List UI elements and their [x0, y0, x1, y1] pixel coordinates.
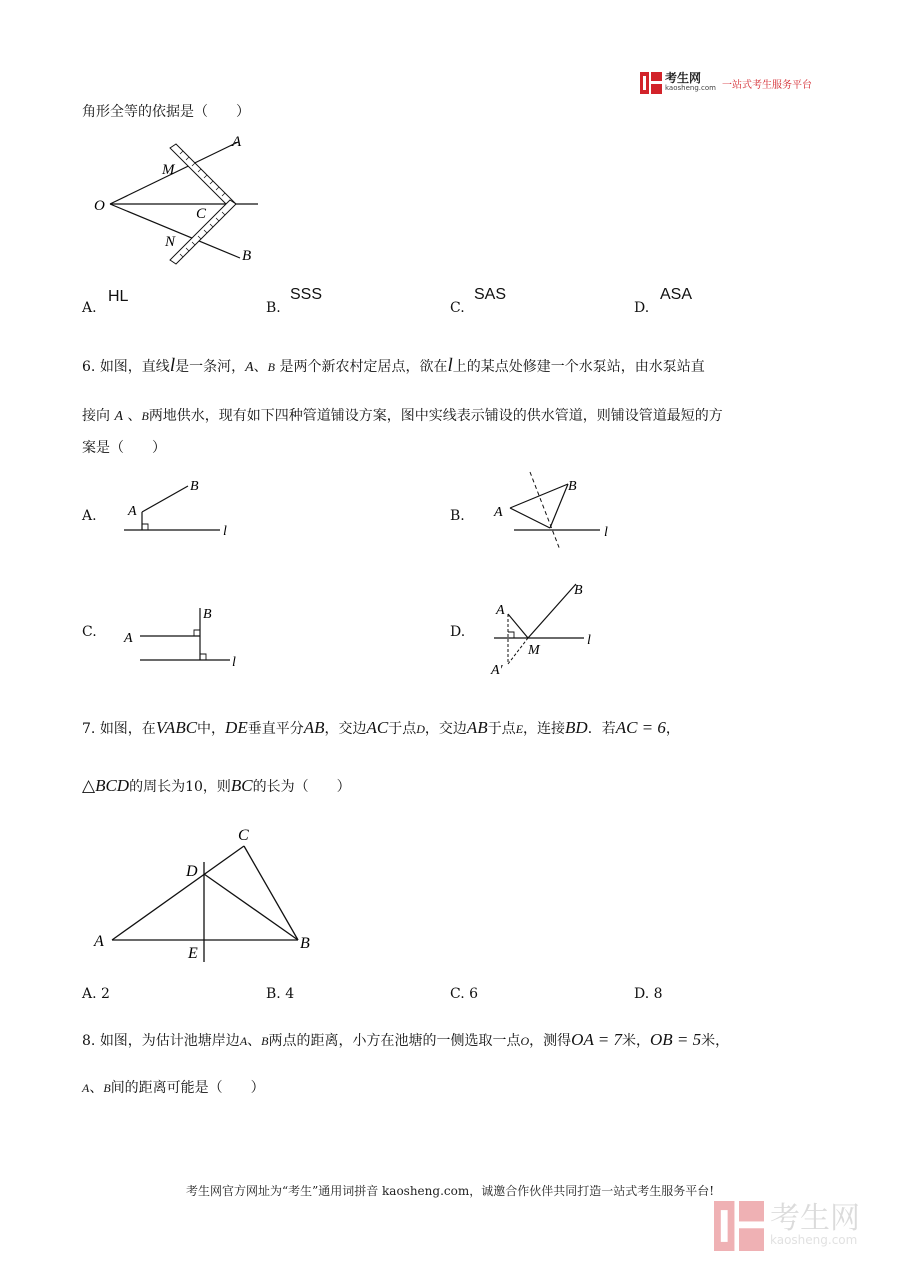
q7-label-A: A [94, 933, 104, 950]
q7-stem-line1 [82, 718, 680, 739]
text: 、 [123, 408, 142, 424]
math: BD [565, 718, 588, 737]
math: O [520, 1034, 530, 1048]
kaosheng-logo-icon [640, 72, 662, 94]
q8-stem-line2 [82, 1078, 265, 1098]
q6-option-b-letter[interactable]: B. [450, 508, 465, 524]
q5-stem-tail: 角形全等的依据是（ ） [82, 104, 250, 120]
logo-name: 考生网 [665, 71, 702, 85]
math: DE [225, 718, 248, 737]
math-l: l [169, 355, 176, 376]
q7-figure [90, 822, 330, 968]
text: 于点 [388, 721, 417, 737]
math-B: B [267, 360, 275, 374]
math: AB [466, 718, 488, 737]
logo-slogan: 一站式考生服务平台 [721, 79, 812, 91]
option-letter: A. [82, 986, 97, 1002]
q7-option-a[interactable] [82, 984, 110, 1004]
q5-label-M: M [162, 162, 175, 178]
label-A: A [496, 603, 505, 618]
label-A: A [494, 505, 503, 520]
q6-stem-line3: 案是（ ） [82, 440, 166, 456]
text: 中， [197, 721, 226, 737]
option-letter: B. [266, 986, 281, 1002]
math: A [82, 1081, 90, 1095]
q8-stem-line1 [82, 1030, 729, 1051]
math: BC [230, 776, 253, 795]
q6-option-b-figure[interactable] [488, 466, 618, 556]
q7-stem-line2 [82, 776, 351, 797]
text: 两地供水，现有如下四种管道铺设方案，图中实线表示铺设的供水管道，则铺设管道最短的方 [148, 408, 723, 424]
math: △BCD [82, 776, 130, 795]
logo-domain: kaosheng.com [665, 84, 716, 92]
text: 如图，为估计池塘岸边 [99, 1033, 240, 1049]
text: ．若 [587, 721, 616, 737]
text: 上的某点处修建一个水泵站，由水泵站直 [452, 359, 705, 375]
text: 、 [89, 1080, 104, 1096]
text: 的周长为 [129, 779, 186, 795]
q6-stem-line1 [82, 356, 705, 378]
label-A: A [128, 504, 137, 519]
math: OB = 5 [650, 1030, 702, 1049]
text: 是两个新农村定居点，欲在 [275, 359, 448, 375]
math-A: A [245, 360, 254, 375]
math: AB [303, 718, 325, 737]
text: 如图，在 [99, 721, 156, 737]
option-letter: C. [450, 300, 465, 316]
q5-label-O: O [94, 198, 105, 214]
option-letter: B. [266, 300, 281, 316]
label-l: l [587, 633, 591, 648]
q6-stem-line2 [82, 406, 723, 427]
text: 两点的距离，小方在池塘的一侧选取一点 [268, 1033, 521, 1049]
math-l: l [447, 355, 453, 376]
watermark-logo-icon [714, 1198, 764, 1254]
text: 、 [247, 1033, 262, 1049]
text: 间的距离可能是（ ） [110, 1080, 265, 1096]
q7-label-C: C [238, 827, 249, 844]
q7-option-d[interactable] [634, 984, 663, 1004]
label-l: l [223, 524, 227, 539]
math: D [416, 722, 425, 736]
math: A [239, 1034, 248, 1048]
label-B: B [574, 583, 583, 598]
option-value: 6 [469, 986, 479, 1002]
option-value: 4 [285, 986, 295, 1002]
question-number: 6. [82, 359, 96, 375]
footer-text: 考生网官方网址为“考生”通用词拼音 kaosheng.com，诚邀合作伙伴共同打造一站式考生服务平台! [185, 1184, 715, 1198]
q5-options [82, 284, 842, 320]
text: 如图，直线 [99, 359, 170, 375]
question-number: 7. [82, 721, 96, 737]
q5-label-C: C [196, 206, 207, 222]
text: 于点 [487, 721, 516, 737]
watermark [714, 1198, 860, 1254]
option-value: 8 [653, 986, 663, 1002]
text: ，连接 [523, 721, 566, 737]
q5-label-N: N [165, 234, 176, 250]
option-value: SAS [474, 286, 507, 303]
math: OA = 7 [571, 1030, 622, 1049]
option-letter: C. [450, 986, 465, 1002]
text: ，则 [202, 779, 231, 795]
option-value: SSS [290, 286, 323, 303]
text: 米， [622, 1033, 650, 1049]
math-A: A [114, 409, 124, 424]
math: B [103, 1081, 111, 1095]
q5-label-B: B [242, 248, 252, 264]
q6-option-c-letter[interactable]: C. [82, 624, 97, 640]
text: 米， [701, 1033, 730, 1049]
option-letter: A. [82, 300, 97, 316]
q7-options [82, 984, 842, 1006]
text: 是一条河， [175, 359, 246, 375]
label-M: M [528, 643, 540, 658]
text: ，交边 [424, 721, 467, 737]
q7-label-B: B [300, 935, 310, 952]
q7-option-b[interactable] [266, 984, 294, 1004]
label-l: l [232, 655, 236, 670]
option-value: HL [108, 288, 129, 305]
q6-option-d-letter[interactable]: D. [450, 624, 466, 640]
math: VABC [155, 718, 198, 737]
q7-option-c[interactable] [450, 984, 478, 1004]
text: 接向 [82, 408, 115, 424]
text: 垂直平分 [247, 721, 304, 737]
math-number: 10 [185, 779, 203, 795]
label-B: B [190, 479, 199, 494]
option-letter: D. [634, 300, 650, 316]
q6-option-a-figure[interactable] [118, 472, 238, 542]
text: ，测得 [529, 1033, 572, 1049]
math-B: B [141, 409, 149, 423]
text: 的长为（ ） [252, 779, 351, 795]
q7-label-D: D [186, 863, 198, 880]
q5-label-A: A [232, 134, 242, 150]
math: AC = 6 [615, 718, 666, 737]
q7-label-E: E [188, 945, 198, 962]
text: ， [665, 721, 680, 737]
option-value: 2 [101, 986, 110, 1002]
watermark-domain: kaosheng.com [770, 1233, 858, 1247]
q6-option-c-figure[interactable] [118, 600, 248, 674]
label-B: B [203, 607, 212, 622]
watermark-name: 考生网 [770, 1201, 860, 1236]
math: AC [366, 718, 389, 737]
option-letter: D. [634, 986, 650, 1002]
q5-figure [90, 130, 270, 270]
math: E [515, 722, 524, 736]
text: 、 [253, 359, 268, 375]
option-value: ASA [660, 286, 693, 303]
label-A-prime: A′ [491, 663, 503, 678]
label-A: A [124, 631, 133, 646]
question-number: 8. [82, 1033, 96, 1049]
text: ，交边 [324, 721, 367, 737]
label-l: l [604, 525, 608, 540]
q6-option-d-figure[interactable] [488, 574, 618, 682]
math: B [261, 1034, 269, 1048]
header-logo [640, 72, 812, 94]
label-B: B [568, 479, 577, 494]
q6-option-a-letter[interactable]: A. [82, 508, 97, 524]
